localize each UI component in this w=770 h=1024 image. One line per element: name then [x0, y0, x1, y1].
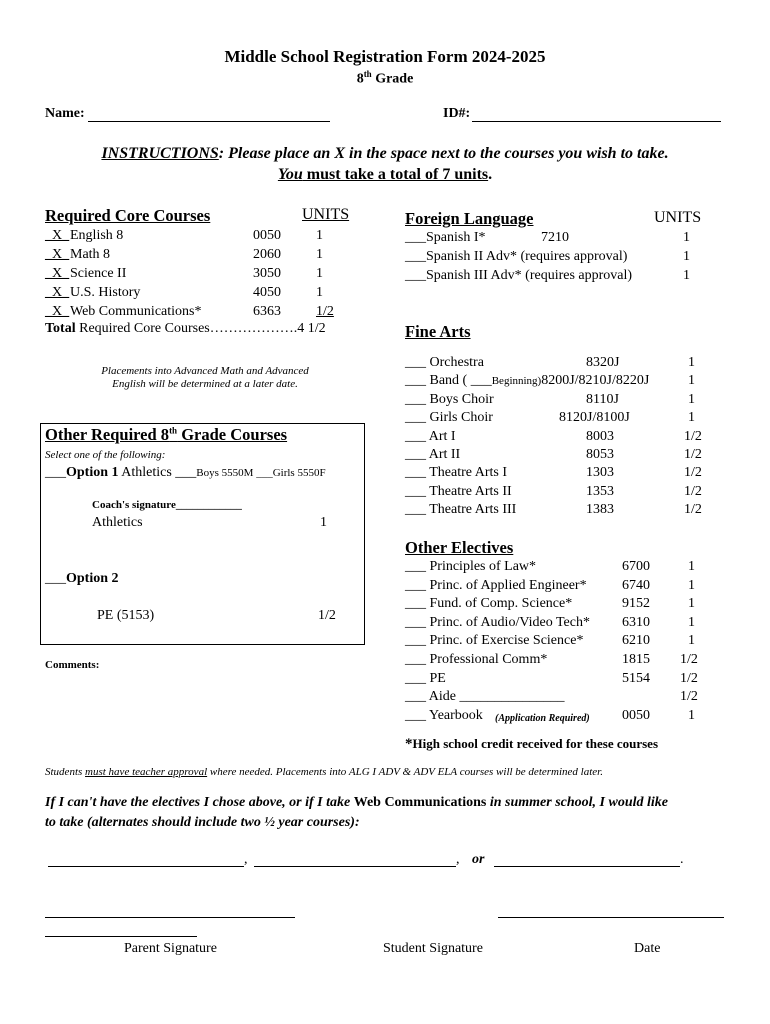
yearbook-note: (Application Required): [495, 713, 590, 724]
elective-course-code: 1815: [622, 652, 650, 667]
fine-arts-course-units: 1: [688, 373, 695, 389]
option1-label: Option 1: [66, 465, 119, 480]
core-course-units: 1/2: [316, 304, 334, 319]
option1-row[interactable]: [45, 465, 326, 481]
elective-course-units: 1: [688, 633, 695, 649]
electives-heading: Other Electives: [405, 538, 514, 557]
other-required-heading-sup: th: [169, 425, 178, 436]
credit-star: *: [405, 736, 413, 752]
other-required-heading: [45, 425, 287, 445]
core-course-name: English 8: [70, 228, 124, 243]
instructions-line1: [0, 145, 770, 163]
core-course-code: 2060: [253, 247, 281, 262]
elective-course-units: 1: [688, 559, 695, 574]
form-title: Middle School Registration Form 2024-2025: [224, 47, 546, 66]
alternate-choice-3[interactable]: [494, 866, 680, 867]
fine-arts-course[interactable]: ___ Boys Choir: [405, 391, 494, 407]
option2-label: Option 2: [66, 571, 119, 586]
approval-post: where needed. Placements into ALG I ADV & ADV ELA courses will be determined later.: [207, 766, 603, 778]
fine-arts-course-units: 1/2: [684, 447, 702, 462]
foreign-course[interactable]: ___Spanish III Adv* (requires approval): [405, 268, 633, 283]
band-beginning: Beginning): [491, 375, 542, 387]
core-course-name: Science II: [70, 266, 127, 281]
alternates-line1: [45, 795, 668, 811]
fine-arts-course-code: 8003: [586, 428, 614, 444]
elective-course-units: 1: [688, 707, 695, 723]
approval-note: [45, 766, 603, 778]
instructions-line2: [0, 166, 770, 184]
option2-blank[interactable]: ___: [45, 571, 66, 586]
approval-pre: Students: [45, 766, 86, 778]
id-field[interactable]: [472, 121, 721, 122]
core-course-code: 0050: [253, 228, 281, 243]
fine-arts-course-units: 1: [688, 391, 695, 407]
alternates-pre: If I can't have the electives I chose above, or if I take: [45, 795, 354, 810]
credit-note: [405, 736, 658, 753]
elective-course-units: 1/2: [680, 652, 698, 667]
option1-blank[interactable]: ___: [45, 465, 66, 480]
date-line[interactable]: [498, 917, 724, 918]
other-required-heading-text: Other Required 8: [45, 425, 170, 444]
other-required-heading-end: Grade Courses: [177, 425, 288, 444]
fine-arts-course-code: 1353: [586, 483, 614, 499]
elective-course-code: 6700: [622, 559, 650, 574]
band-row[interactable]: [405, 373, 649, 389]
fine-arts-course-code: 8320J: [586, 355, 620, 370]
core-course-mark[interactable]: _X_: [45, 304, 70, 319]
elective-course-code: 0050: [622, 707, 650, 723]
option1-text: Athletics ___: [118, 465, 197, 480]
select-one-note: [45, 449, 165, 461]
core-course-units: 1: [316, 266, 323, 281]
name-field[interactable]: [88, 121, 330, 122]
elective-course[interactable]: ___ Princ. of Audio/Video Tech*: [405, 614, 590, 630]
core-course-name: Web Communications*: [70, 304, 202, 319]
fine-arts-heading: Fine Arts: [405, 322, 471, 341]
alternate-or: or: [472, 852, 485, 867]
fine-arts-course[interactable]: ___ Orchestra: [405, 355, 484, 370]
core-course-units: 1: [316, 228, 323, 243]
instructions-period: .: [488, 166, 493, 183]
alternate-comma-1: ,: [244, 852, 248, 867]
name-label: Name:: [45, 106, 85, 121]
fine-arts-course[interactable]: ___ Theatre Arts III: [405, 502, 517, 518]
foreign-course-code: 7210: [541, 230, 569, 245]
core-heading: Required Core Courses: [45, 206, 211, 225]
core-units-heading: UNITS: [302, 206, 350, 223]
fine-arts-course[interactable]: ___ Theatre Arts II: [405, 483, 512, 499]
core-total: [45, 321, 326, 337]
option2-row[interactable]: [45, 571, 119, 587]
elective-course[interactable]: ___ Fund. of Comp. Science*: [405, 596, 573, 612]
coach-signature[interactable]: Coach's signature____________: [92, 499, 242, 511]
fine-arts-course-code: 8053: [586, 447, 614, 462]
select-one-text: Select one of the following: [45, 449, 162, 461]
instructions-total: must take a total of 7 units: [302, 166, 489, 183]
athletics-units: 1: [320, 515, 327, 530]
foreign-course-units: 1: [683, 249, 690, 264]
band-text[interactable]: ___ Band ( ___: [405, 373, 492, 388]
elective-course[interactable]: ___ Aide _______________: [405, 689, 565, 705]
elective-course-code: 6210: [622, 633, 650, 649]
elective-course-units: 1: [688, 577, 695, 593]
core-course-code: 3050: [253, 266, 281, 281]
fine-arts-course[interactable]: ___ Art II: [405, 447, 461, 462]
id-label: ID#:: [443, 106, 471, 121]
alternates-post: in summer school, I would like: [486, 795, 668, 810]
foreign-course[interactable]: ___Spanish II Adv* (requires approval): [405, 249, 628, 264]
core-course-code: 4050: [253, 285, 281, 300]
date-label: Date: [634, 941, 661, 956]
elective-course-units: 1: [688, 614, 695, 630]
instructions-label: INSTRUCTIONS: [101, 145, 219, 162]
fine-arts-course-code: 8120J/8100J: [559, 410, 630, 426]
elective-course-units: 1/2: [680, 689, 698, 705]
elective-course-code: 9152: [622, 596, 650, 612]
core-course-mark[interactable]: _X_: [45, 247, 70, 262]
instructions-text: : Please place an X in the space next to the courses you wish to take.: [218, 145, 669, 162]
foreign-course[interactable]: ___Spanish I*: [405, 230, 486, 245]
fine-arts-course-units: 1: [688, 355, 695, 370]
core-total-text: Required Core Courses……………….4 1/2: [75, 321, 326, 336]
core-total-label: Total: [45, 321, 76, 336]
foreign-heading: Foreign Language: [405, 209, 534, 228]
alternates-line2: to take (alternates should include two ½ year courses):: [45, 815, 360, 830]
alternate-choice-1[interactable]: [48, 866, 244, 867]
student-signature-label: Student Signature: [383, 941, 483, 956]
band-code: 8200J/8210J/8220J: [541, 373, 650, 388]
grade-suffix: th: [363, 69, 372, 79]
elective-course-code: 6310: [622, 614, 650, 630]
grade-word: Grade: [375, 71, 414, 87]
elective-course[interactable]: ___ Princ. of Applied Engineer*: [405, 577, 587, 593]
parent-signature-label: Parent Signature: [124, 941, 217, 956]
core-course-name: Math 8: [70, 247, 111, 262]
elective-course[interactable]: ___ Princ. of Exercise Science*: [405, 633, 584, 649]
elective-course[interactable]: ___ Principles of Law*: [405, 559, 537, 574]
core-course-mark[interactable]: _X_: [45, 228, 70, 243]
alternate-comma-2: ,: [456, 852, 460, 867]
fine-arts-course-code: 1303: [586, 465, 614, 481]
grade-subtitle: [0, 69, 770, 88]
alternate-choice-2[interactable]: [254, 866, 456, 867]
alternates-web: Web Communications: [353, 795, 487, 810]
core-course-code: 6363: [253, 304, 281, 319]
fine-arts-course-units: 1/2: [684, 465, 702, 481]
fine-arts-course-units: 1/2: [684, 428, 702, 444]
alternate-period: .: [680, 852, 684, 867]
placement-note-2: English will be determined at a later date.: [112, 378, 298, 390]
credit-note-text: High school credit received for these courses: [412, 736, 659, 751]
elective-course-code: 5154: [622, 670, 650, 686]
fine-arts-course[interactable]: ___ Art I: [405, 428, 456, 444]
parent-signature-line[interactable]: [45, 917, 295, 918]
foreign-units-heading: UNITS: [654, 209, 702, 226]
core-course-mark[interactable]: _X_: [45, 266, 70, 281]
fine-arts-course-units: 1/2: [684, 483, 702, 499]
approval-underlined: must have teacher approval: [85, 766, 208, 778]
fine-arts-course-units: 1/2: [684, 502, 702, 518]
pe-label: PE (5153): [97, 608, 155, 623]
select-one-colon: :: [161, 449, 166, 461]
foreign-course-units: 1: [683, 230, 690, 245]
parent-signature-line-2[interactable]: [45, 936, 197, 937]
grade-number: 8: [356, 71, 364, 87]
elective-course-units: 1: [688, 596, 695, 612]
fine-arts-course[interactable]: ___ Theatre Arts I: [405, 465, 507, 481]
core-course-units: 1: [316, 247, 323, 262]
elective-course-code: 6740: [622, 577, 650, 593]
comments-label: Comments:: [45, 659, 100, 671]
instructions-you: You: [277, 166, 303, 183]
foreign-course-units: 1: [683, 268, 690, 283]
core-course-name: U.S. History: [70, 285, 141, 300]
fine-arts-course-code: 8110J: [586, 391, 619, 407]
placement-note-1: Placements into Advanced Math and Advanced: [101, 365, 309, 377]
fine-arts-course-units: 1: [688, 410, 695, 426]
elective-course[interactable]: ___ Professional Comm*: [405, 652, 548, 667]
elective-course-units: 1/2: [680, 670, 698, 686]
athletics-gender-options[interactable]: Boys 5550M ___Girls 5550F: [196, 467, 326, 479]
core-course-units: 1: [316, 285, 323, 300]
elective-course[interactable]: ___ Yearbook: [405, 707, 483, 723]
athletics-label: Athletics: [92, 515, 143, 530]
pe-units: 1/2: [318, 608, 336, 623]
fine-arts-course[interactable]: ___ Girls Choir: [405, 410, 493, 426]
core-course-mark[interactable]: _X_: [45, 285, 70, 300]
elective-course[interactable]: ___ PE: [405, 670, 446, 686]
fine-arts-course-code: 1383: [586, 502, 614, 518]
